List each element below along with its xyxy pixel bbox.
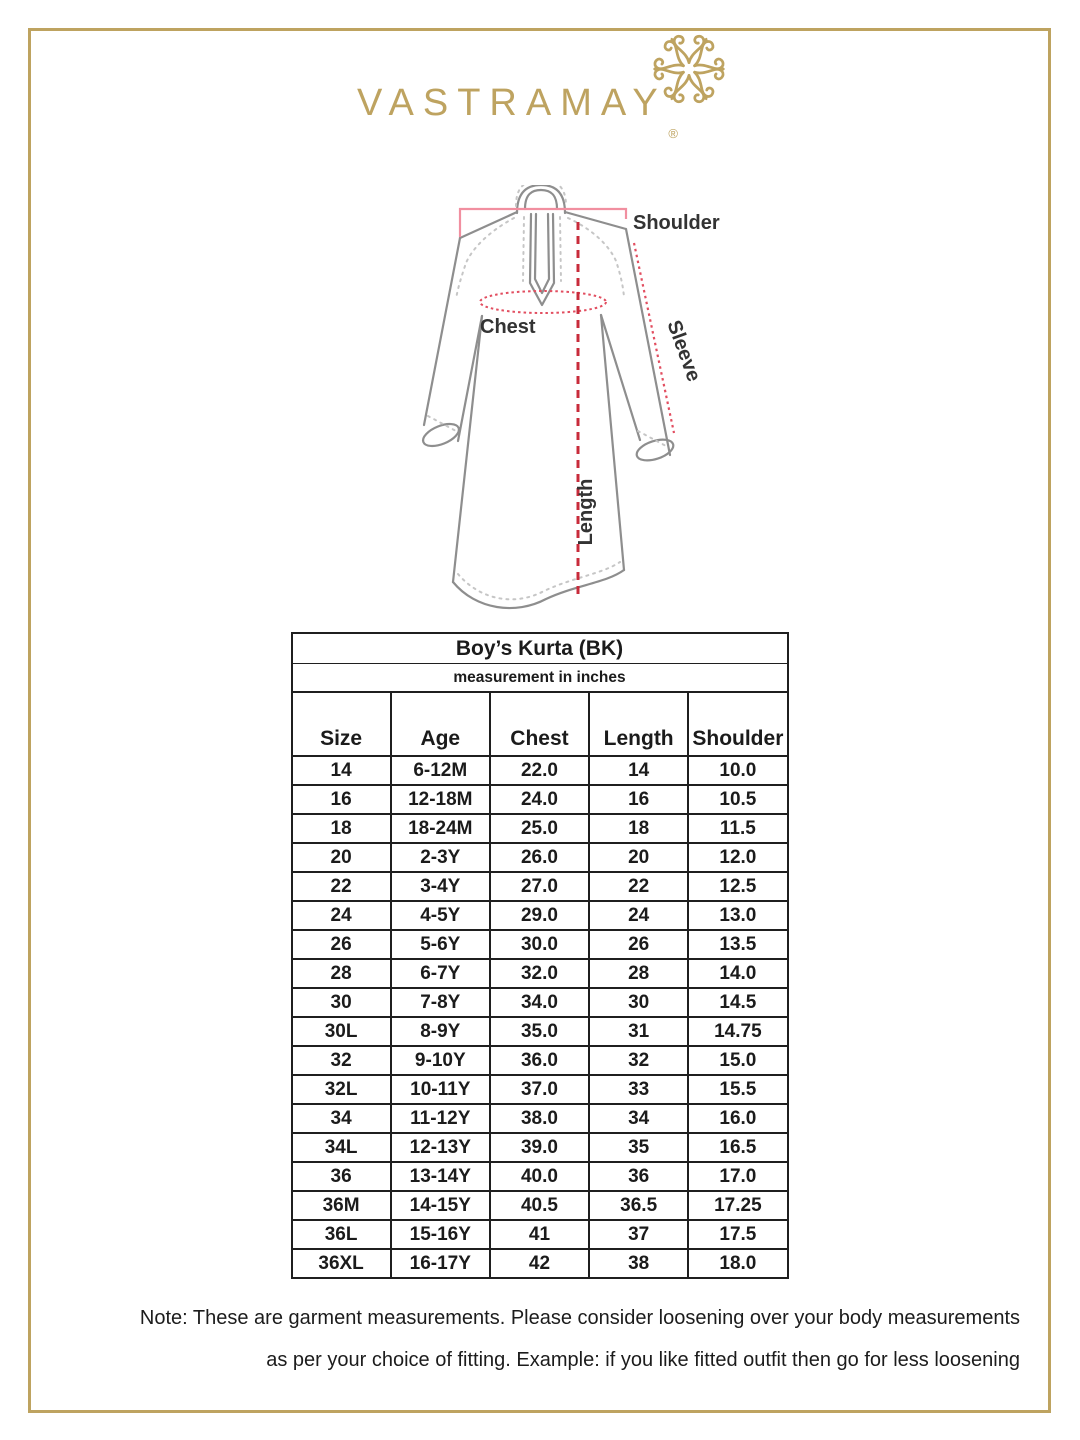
kurta-outline [420,185,676,608]
table-cell: 24.0 [490,785,589,814]
brand-logo [357,54,722,146]
table-cell: 20 [292,843,391,872]
table-cell: 18 [589,814,688,843]
table-cell: 22 [589,872,688,901]
table-cell: 13.0 [688,901,787,930]
table-row [292,1104,788,1133]
table-cell: 36.5 [589,1191,688,1220]
table-cell: 22 [292,872,391,901]
table-cell: 28 [589,959,688,988]
table-cell: 17.5 [688,1220,787,1249]
table-cell: 32L [292,1075,391,1104]
table-cell: 26.0 [490,843,589,872]
table-cell: 12.0 [688,843,787,872]
ornament-curls [653,36,724,101]
table-row [292,1017,788,1046]
table-row [292,756,788,785]
table-cell: 24 [589,901,688,930]
table-cell: 38 [589,1249,688,1278]
table-cell: 13-14Y [391,1162,490,1191]
table-cell: 2-3Y [391,843,490,872]
table-cell: 15.0 [688,1046,787,1075]
table-cell: 35 [589,1133,688,1162]
table-row [292,988,788,1017]
table-row [292,930,788,959]
table-cell: 10.0 [688,756,787,785]
table-cell: 29.0 [490,901,589,930]
table-row [292,1249,788,1278]
table-cell: 12-18M [391,785,490,814]
table-row [292,1220,788,1249]
table-row [292,1133,788,1162]
table-cell: 14.5 [688,988,787,1017]
table-cell: 36L [292,1220,391,1249]
table-row [292,1046,788,1075]
length-label: Length [575,478,597,546]
chest-label: Chest [480,316,536,338]
floral-mandala-icon [652,32,726,106]
table-cell: 10-11Y [391,1075,490,1104]
table-cell: 35.0 [490,1017,589,1046]
table-cell: 34 [589,1104,688,1133]
table-cell: 3-4Y [391,872,490,901]
table-subtitle: measurement in inches [292,664,788,693]
table-cell: 31 [589,1017,688,1046]
table-cell: 38.0 [490,1104,589,1133]
table-cell: 11.5 [688,814,787,843]
table-cell: 36M [292,1191,391,1220]
table-cell: 20 [589,843,688,872]
table-cell: 6-7Y [391,959,490,988]
table-cell: 16.5 [688,1133,787,1162]
table-cell: 14 [589,756,688,785]
brand-name: VASTRAMAY [357,82,667,124]
table-cell: 16.0 [688,1104,787,1133]
column-header-size: Size [292,692,391,756]
table-cell: 34 [292,1104,391,1133]
table-cell: 42 [490,1249,589,1278]
registered-trademark: ® [668,126,678,141]
measurement-note [31,1297,1020,1381]
table-cell: 11-12Y [391,1104,490,1133]
table-cell: 30.0 [490,930,589,959]
table-cell: 14.75 [688,1017,787,1046]
table-cell: 34L [292,1133,391,1162]
table-cell: 22.0 [490,756,589,785]
table-cell: 36.0 [490,1046,589,1075]
column-header-age: Age [391,692,490,756]
table-cell: 40.0 [490,1162,589,1191]
table-row [292,1162,788,1191]
table-cell: 16 [292,785,391,814]
table-cell: 32 [292,1046,391,1075]
table-row [292,814,788,843]
table-row [292,872,788,901]
table-cell: 16 [589,785,688,814]
table-cell: 9-10Y [391,1046,490,1075]
table-cell: 28 [292,959,391,988]
size-guide-page [31,31,1048,1410]
table-cell: 18.0 [688,1249,787,1278]
table-cell: 33 [589,1075,688,1104]
header-row [292,692,788,756]
table-cell: 15.5 [688,1075,787,1104]
table-cell: 30L [292,1017,391,1046]
table-cell: 25.0 [490,814,589,843]
table-row [292,901,788,930]
table-cell: 5-6Y [391,930,490,959]
note-line-2: as per your choice of fitting. Example: if you like fitted outfit then go for less loosening [266,1349,1020,1371]
table-row [292,785,788,814]
table-cell: 17.0 [688,1162,787,1191]
table-cell: 13.5 [688,930,787,959]
table-cell: 40.5 [490,1191,589,1220]
table-cell: 12-13Y [391,1133,490,1162]
table-cell: 37 [589,1220,688,1249]
column-header-shoulder: Shoulder [688,692,787,756]
table-cell: 16-17Y [391,1249,490,1278]
table-cell: 24 [292,901,391,930]
table-cell: 8-9Y [391,1017,490,1046]
table-cell: 30 [589,988,688,1017]
table-cell: 36 [292,1162,391,1191]
table-title: Boy’s Kurta (BK) [292,633,788,664]
table-row [292,959,788,988]
table-cell: 14 [292,756,391,785]
table-cell: 26 [589,930,688,959]
column-header-length: Length [589,692,688,756]
table-cell: 18 [292,814,391,843]
table-cell: 15-16Y [391,1220,490,1249]
note-line-1: Note: These are garment measurements. Please consider loosening over your body measurements [139,1307,1020,1329]
table-cell: 30 [292,988,391,1017]
column-header-chest: Chest [490,692,589,756]
table-cell: 14.0 [688,959,787,988]
table-cell: 36XL [292,1249,391,1278]
table-cell: 39.0 [490,1133,589,1162]
table-cell: 7-8Y [391,988,490,1017]
table-cell: 6-12M [391,756,490,785]
table-cell: 32 [589,1046,688,1075]
table-cell: 37.0 [490,1075,589,1104]
table-cell: 41 [490,1220,589,1249]
kurta-measurement-diagram [416,185,766,615]
table-cell: 18-24M [391,814,490,843]
table-cell: 17.25 [688,1191,787,1220]
table-cell: 14-15Y [391,1191,490,1220]
size-chart-table [291,632,789,1279]
table-cell: 36 [589,1162,688,1191]
table-row [292,1075,788,1104]
title-row [292,633,788,664]
table-cell: 26 [292,930,391,959]
table-cell: 34.0 [490,988,589,1017]
table-row [292,1191,788,1220]
table-cell: 32.0 [490,959,589,988]
table-cell: 27.0 [490,872,589,901]
shoulder-label: Shoulder [633,212,720,234]
table-cell: 4-5Y [391,901,490,930]
subtitle-row [292,664,788,693]
sleeve-label: Sleeve [662,317,705,385]
table-cell: 12.5 [688,872,787,901]
table-cell: 10.5 [688,785,787,814]
table-body [292,756,788,1278]
table-row [292,843,788,872]
